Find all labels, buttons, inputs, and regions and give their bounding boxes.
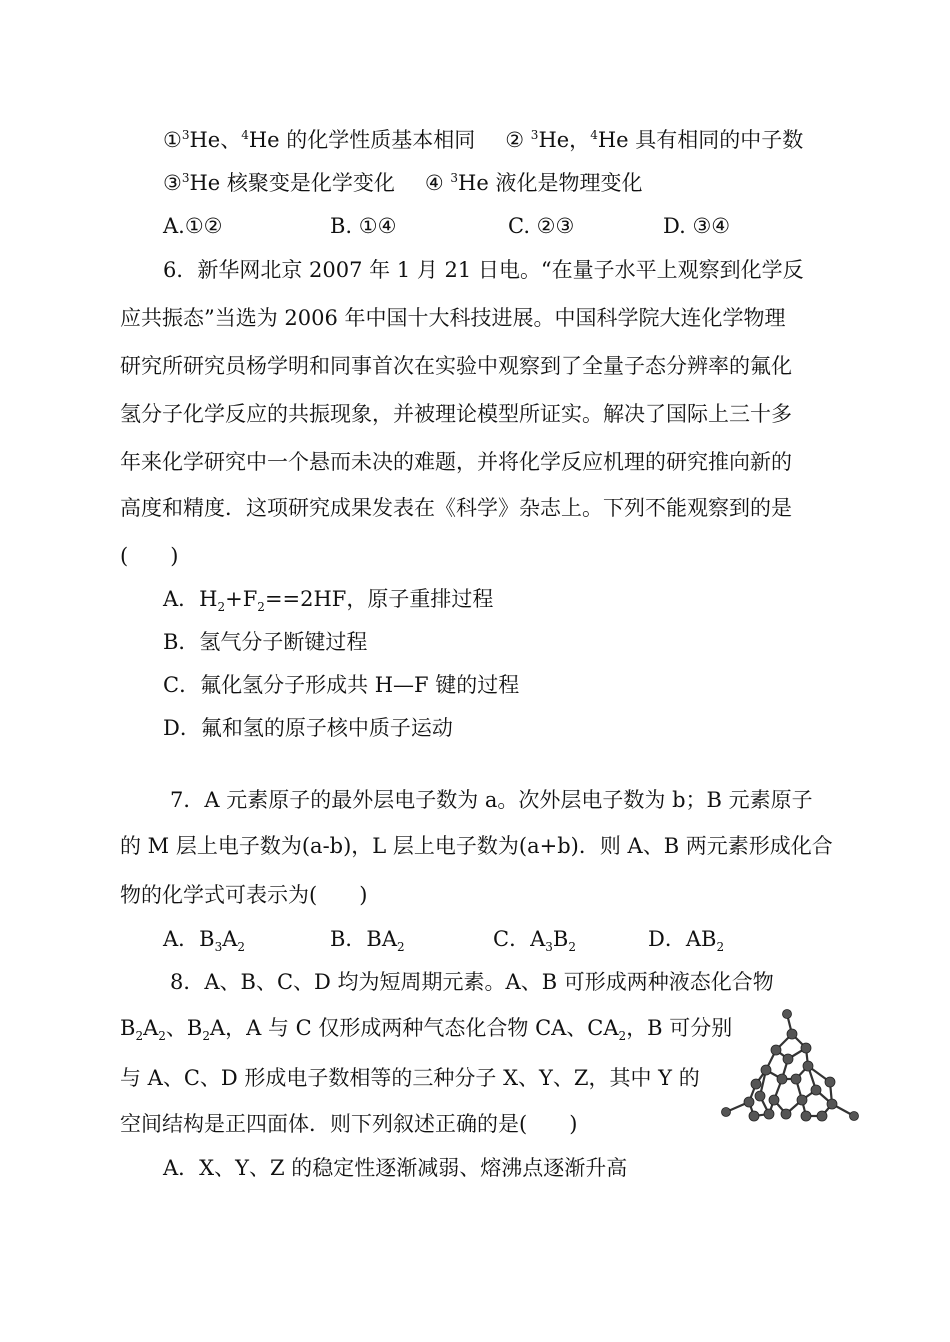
- q7-stem-line-3: 物的化学式可表示为( ): [120, 883, 368, 907]
- q6-stem-line-1: 6．新华网北京 2007 年 1 月 21 日电。“在量子水平上观察到化学反: [163, 258, 804, 282]
- q6-stem-line-6: 高度和精度．这项研究成果发表在《科学》杂志上。下列不能观察到的是: [120, 496, 792, 520]
- q6-option-b: B．氢气分子断键过程: [163, 630, 368, 654]
- q6-answer-bracket: ( ): [120, 544, 179, 568]
- diamond-crystal-structure-icon: [714, 1004, 864, 1134]
- q6-option-a: A．$H_2+F_2==2HF$，原子重排过程: [163, 587, 494, 615]
- q7-option-d: D．$AB_2$: [648, 927, 725, 955]
- q5-statement-line-1: ①$^3$He、$^4$He 的化学性质基本相同 ② $^3$He，$^4$He 具有相同的中子数: [163, 128, 804, 152]
- q6-stem-line-2: 应共振态”当选为 2006 年中国十大科技进展。中国科学院大连化学物理: [120, 306, 786, 330]
- q6-option-d: D．氟和氢的原子核中质子运动: [163, 716, 453, 740]
- q7-stem-line-2: 的 M 层上电子数为(a-b)，L 层上电子数为(a+b)．则 A、B 两元素形成化合: [120, 834, 833, 858]
- q6-stem-line-5: 年来化学研究中一个悬而未决的难题，并将化学反应机理的研究推向新的: [120, 450, 792, 474]
- q5-option-d: D. ③④: [663, 214, 731, 238]
- q8-stem-line-3: 与 A、C、D 形成电子数相等的三种分子 X、Y、Z，其中 Y 的: [120, 1066, 700, 1090]
- q7-stem-line-1: 7．A 元素原子的最外层电子数为 a。次外层电子数为 b；B 元素原子: [170, 788, 813, 812]
- q6-stem-line-3: 研究所研究员杨学明和同事首次在实验中观察到了全量子态分辨率的氟化: [120, 354, 792, 378]
- q5-option-a: A.①②: [163, 214, 223, 238]
- q8-stem-line-2: $B_2A_2$、$B_2A$，A 与 C 仅形成两种气态化合物 CA、$CA_2$，B 可分别: [120, 1016, 733, 1044]
- q5-option-b: B. ①④: [330, 214, 397, 238]
- q5-option-c: C. ②③: [508, 214, 575, 238]
- q5-statement-line-2: ③$^3$He 核聚变是化学变化 ④ $^3$He 液化是物理变化: [163, 171, 643, 195]
- q8-stem-line-4: 空间结构是正四面体．则下列叙述正确的是( ): [120, 1112, 578, 1136]
- q7-option-b: B．$BA_2$: [330, 927, 405, 955]
- q7-option-a: A．$B_3A_2$: [163, 927, 246, 955]
- q7-option-c: C．$A_3B_2$: [493, 927, 576, 955]
- q6-stem-line-4: 氢分子化学反应的共振现象，并被理论模型所证实。解决了国际上三十多: [120, 402, 792, 426]
- q8-stem-line-1: 8．A、B、C、D 均为短周期元素。A、B 可形成两种液态化合物: [170, 970, 774, 994]
- q6-option-c: C．氟化氢分子形成共 H—F 键的过程: [163, 673, 520, 697]
- q8-option-a: A．X、Y、Z 的稳定性逐渐减弱、熔沸点逐渐升高: [163, 1156, 628, 1180]
